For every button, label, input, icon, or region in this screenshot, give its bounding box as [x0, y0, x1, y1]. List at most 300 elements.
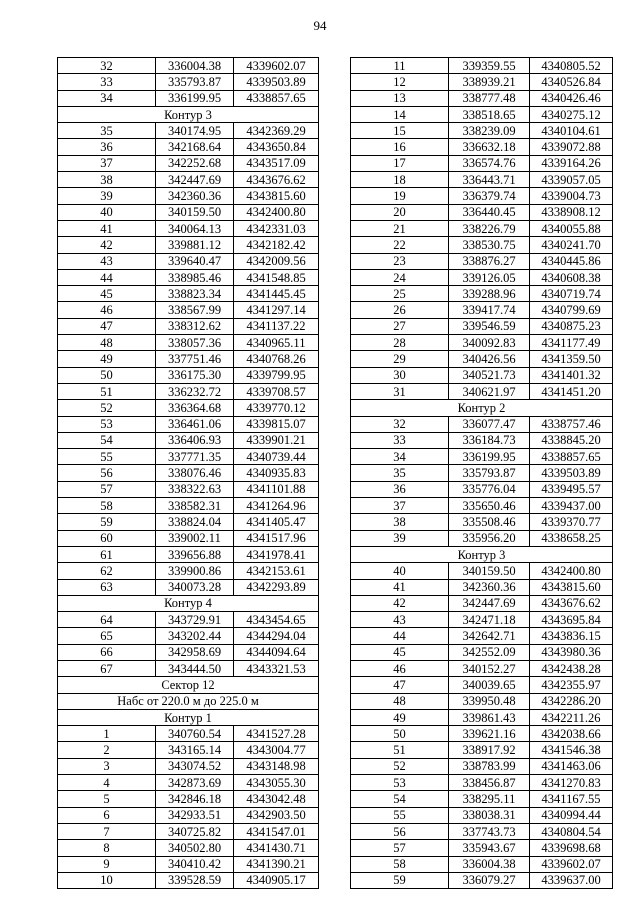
x-coordinate: 342471.18: [449, 612, 530, 628]
coordinate-row: [58, 628, 319, 644]
y-coordinate: 4338908.12: [530, 204, 613, 220]
point-number: 56: [58, 465, 156, 481]
x-coordinate: 338076.46: [156, 465, 234, 481]
section-header-row: [58, 709, 319, 725]
x-coordinate: 342846.18: [156, 791, 234, 807]
x-coordinate: 340725.82: [156, 823, 234, 839]
x-coordinate: 339881.12: [156, 237, 234, 253]
y-coordinate: 4341451.20: [530, 383, 613, 399]
y-coordinate: 4340768.26: [234, 351, 319, 367]
x-coordinate: 336232.72: [156, 383, 234, 399]
y-coordinate: 4341978.41: [234, 546, 319, 562]
y-coordinate: 4340426.46: [530, 90, 613, 106]
y-coordinate: 4341177.49: [530, 335, 613, 351]
right-coordinates-table: [350, 57, 613, 889]
x-coordinate: 338038.31: [449, 807, 530, 823]
y-coordinate: 4340055.88: [530, 220, 613, 236]
point-number: 35: [58, 123, 156, 139]
y-coordinate: 4343454.65: [234, 612, 319, 628]
x-coordinate: 338456.87: [449, 775, 530, 791]
coordinate-row: [58, 416, 319, 432]
section-header: Контур 1: [58, 709, 319, 725]
x-coordinate: 340039.65: [449, 677, 530, 693]
point-number: 29: [351, 351, 449, 367]
point-number: 11: [351, 58, 449, 74]
point-number: 12: [351, 74, 449, 90]
x-coordinate: 336077.47: [449, 416, 530, 432]
point-number: 64: [58, 612, 156, 628]
coordinate-row: [351, 302, 613, 318]
coordinate-row: [58, 840, 319, 856]
point-number: 4: [58, 775, 156, 791]
coordinate-row: [351, 123, 613, 139]
x-coordinate: 336079.27: [449, 872, 530, 888]
y-coordinate: 4343042.48: [234, 791, 319, 807]
y-coordinate: 4341517.96: [234, 530, 319, 546]
coordinate-row: [58, 74, 319, 90]
y-coordinate: 4341463.06: [530, 758, 613, 774]
y-coordinate: 4343650.84: [234, 139, 319, 155]
coordinate-row: [351, 791, 613, 807]
point-number: 52: [351, 758, 449, 774]
coordinate-row: [351, 367, 613, 383]
y-coordinate: 4340241.70: [530, 237, 613, 253]
x-coordinate: 338057.36: [156, 335, 234, 351]
coordinate-row: [58, 237, 319, 253]
coordinate-row: [58, 367, 319, 383]
y-coordinate: 4341390.21: [234, 856, 319, 872]
y-coordinate: 4342400.80: [234, 204, 319, 220]
x-coordinate: 343074.52: [156, 758, 234, 774]
y-coordinate: 4343836.15: [530, 628, 613, 644]
y-coordinate: 4341445.45: [234, 286, 319, 302]
coordinate-row: [351, 204, 613, 220]
coordinate-row: [351, 840, 613, 856]
coordinate-row: [58, 872, 319, 888]
point-number: 44: [58, 269, 156, 285]
point-number: 42: [351, 595, 449, 611]
point-number: 55: [351, 807, 449, 823]
coordinate-row: [58, 204, 319, 220]
point-number: 34: [351, 449, 449, 465]
y-coordinate: 4341548.85: [234, 269, 319, 285]
y-coordinate: 4339698.68: [530, 840, 613, 856]
point-number: 39: [58, 188, 156, 204]
coordinate-row: [58, 563, 319, 579]
point-number: 32: [58, 58, 156, 74]
point-number: 44: [351, 628, 449, 644]
y-coordinate: 4341167.55: [530, 791, 613, 807]
y-coordinate: 4338857.65: [234, 90, 319, 106]
coordinate-row: [351, 693, 613, 709]
y-coordinate: 4339799.95: [234, 367, 319, 383]
point-number: 2: [58, 742, 156, 758]
section-header: Контур 3: [351, 546, 613, 562]
x-coordinate: 342447.69: [449, 595, 530, 611]
y-coordinate: 4340875.23: [530, 318, 613, 334]
coordinate-row: [351, 742, 613, 758]
coordinate-row: [351, 383, 613, 399]
point-number: 63: [58, 579, 156, 595]
point-number: 60: [58, 530, 156, 546]
point-number: 36: [351, 481, 449, 497]
coordinate-row: [351, 677, 613, 693]
y-coordinate: 4340935.83: [234, 465, 319, 481]
point-number: 26: [351, 302, 449, 318]
point-number: 56: [351, 823, 449, 839]
point-number: 48: [351, 693, 449, 709]
x-coordinate: 339621.16: [449, 726, 530, 742]
x-coordinate: 342933.51: [156, 807, 234, 823]
y-coordinate: 4340104.61: [530, 123, 613, 139]
point-number: 34: [58, 90, 156, 106]
x-coordinate: 339528.59: [156, 872, 234, 888]
x-coordinate: 338295.11: [449, 791, 530, 807]
x-coordinate: 338582.31: [156, 498, 234, 514]
x-coordinate: 340760.54: [156, 726, 234, 742]
x-coordinate: 339656.88: [156, 546, 234, 562]
x-coordinate: 336379.74: [449, 188, 530, 204]
point-number: 19: [351, 188, 449, 204]
point-number: 25: [351, 286, 449, 302]
point-number: 50: [351, 726, 449, 742]
x-coordinate: 338567.99: [156, 302, 234, 318]
coordinate-row: [58, 400, 319, 416]
y-coordinate: 4342038.66: [530, 726, 613, 742]
y-coordinate: 4338658.25: [530, 530, 613, 546]
y-coordinate: 4340719.74: [530, 286, 613, 302]
point-number: 62: [58, 563, 156, 579]
x-coordinate: 335956.20: [449, 530, 530, 546]
x-coordinate: 340159.50: [156, 204, 234, 220]
x-coordinate: 338518.65: [449, 106, 530, 122]
y-coordinate: 4342153.61: [234, 563, 319, 579]
coordinate-row: [58, 123, 319, 139]
y-coordinate: 4342211.26: [530, 709, 613, 725]
x-coordinate: 335943.67: [449, 840, 530, 856]
coordinate-row: [351, 872, 613, 888]
coordinate-row: [351, 432, 613, 448]
x-coordinate: 343202.44: [156, 628, 234, 644]
coordinate-row: [351, 335, 613, 351]
coordinate-row: [351, 807, 613, 823]
x-coordinate: 338876.27: [449, 253, 530, 269]
point-number: 49: [58, 351, 156, 367]
y-coordinate: 4341359.50: [530, 351, 613, 367]
coordinate-row: [58, 775, 319, 791]
coordinate-row: [351, 139, 613, 155]
coordinate-row: [58, 758, 319, 774]
coordinate-row: [351, 269, 613, 285]
coordinate-row: [351, 172, 613, 188]
x-coordinate: 338939.21: [449, 74, 530, 90]
x-coordinate: 338823.34: [156, 286, 234, 302]
x-coordinate: 338783.99: [449, 758, 530, 774]
point-number: 66: [58, 644, 156, 660]
section-header-row: [351, 400, 613, 416]
coordinate-row: [58, 514, 319, 530]
point-number: 43: [58, 253, 156, 269]
point-number: 30: [351, 367, 449, 383]
coordinate-row: [58, 220, 319, 236]
x-coordinate: 342252.68: [156, 155, 234, 171]
y-coordinate: 4342438.28: [530, 660, 613, 676]
coordinate-row: [351, 481, 613, 497]
coordinate-row: [351, 498, 613, 514]
y-coordinate: 4343517.09: [234, 155, 319, 171]
coordinate-row: [58, 188, 319, 204]
x-coordinate: 335508.46: [449, 514, 530, 530]
point-number: 47: [58, 318, 156, 334]
point-number: 50: [58, 367, 156, 383]
point-number: 59: [351, 872, 449, 888]
coordinate-row: [351, 237, 613, 253]
coordinate-row: [351, 155, 613, 171]
section-header: Сектор 12: [58, 677, 319, 693]
section-header-row: [58, 677, 319, 693]
x-coordinate: 342642.71: [449, 628, 530, 644]
y-coordinate: 4339164.26: [530, 155, 613, 171]
coordinate-row: [351, 90, 613, 106]
point-number: 14: [351, 106, 449, 122]
coordinate-row: [351, 58, 613, 74]
y-coordinate: 4343676.62: [530, 595, 613, 611]
x-coordinate: 336004.38: [156, 58, 234, 74]
y-coordinate: 4339602.07: [234, 58, 319, 74]
coordinate-row: [58, 253, 319, 269]
point-number: 21: [351, 220, 449, 236]
y-coordinate: 4343004.77: [234, 742, 319, 758]
coordinate-row: [351, 758, 613, 774]
point-number: 67: [58, 660, 156, 676]
coordinate-row: [58, 449, 319, 465]
point-number: 5: [58, 791, 156, 807]
x-coordinate: 338985.46: [156, 269, 234, 285]
x-coordinate: 340410.42: [156, 856, 234, 872]
point-number: 28: [351, 335, 449, 351]
point-number: 7: [58, 823, 156, 839]
page-number: 94: [313, 18, 327, 33]
y-coordinate: 4339602.07: [530, 856, 613, 872]
y-coordinate: 4339004.73: [530, 188, 613, 204]
coordinate-row: [351, 644, 613, 660]
x-coordinate: 336199.95: [449, 449, 530, 465]
y-coordinate: 4339901.21: [234, 432, 319, 448]
coordinate-row: [58, 823, 319, 839]
y-coordinate: 4339815.07: [234, 416, 319, 432]
point-number: 57: [58, 481, 156, 497]
x-coordinate: 336364.68: [156, 400, 234, 416]
coordinate-row: [58, 612, 319, 628]
y-coordinate: 4341546.38: [530, 742, 613, 758]
coordinate-row: [58, 498, 319, 514]
coordinate-row: [58, 90, 319, 106]
point-number: 53: [58, 416, 156, 432]
point-number: 10: [58, 872, 156, 888]
x-coordinate: 339546.59: [449, 318, 530, 334]
section-header-row: [58, 693, 319, 709]
x-coordinate: 336574.76: [449, 155, 530, 171]
x-coordinate: 338239.09: [449, 123, 530, 139]
coordinate-row: [58, 302, 319, 318]
x-coordinate: 339288.96: [449, 286, 530, 302]
point-number: 59: [58, 514, 156, 530]
section-header: Контур 4: [58, 595, 319, 611]
left-coordinates-table: [57, 57, 319, 889]
x-coordinate: 339861.43: [449, 709, 530, 725]
coordinate-row: [58, 546, 319, 562]
y-coordinate: 4341270.83: [530, 775, 613, 791]
coordinate-row: [58, 139, 319, 155]
point-number: 18: [351, 172, 449, 188]
point-number: 35: [351, 465, 449, 481]
x-coordinate: 340092.83: [449, 335, 530, 351]
x-coordinate: 336443.71: [449, 172, 530, 188]
point-number: 46: [58, 302, 156, 318]
x-coordinate: 335793.87: [449, 465, 530, 481]
y-coordinate: 4343980.36: [530, 644, 613, 660]
point-number: 31: [351, 383, 449, 399]
x-coordinate: 339900.86: [156, 563, 234, 579]
point-number: 37: [58, 155, 156, 171]
y-coordinate: 4341297.14: [234, 302, 319, 318]
x-coordinate: 340426.56: [449, 351, 530, 367]
point-number: 48: [58, 335, 156, 351]
point-number: 38: [351, 514, 449, 530]
coordinate-row: [351, 351, 613, 367]
point-number: 37: [351, 498, 449, 514]
y-coordinate: 4339437.00: [530, 498, 613, 514]
x-coordinate: 335793.87: [156, 74, 234, 90]
x-coordinate: 335776.04: [449, 481, 530, 497]
point-number: 9: [58, 856, 156, 872]
y-coordinate: 4340526.84: [530, 74, 613, 90]
coordinate-row: [351, 416, 613, 432]
section-header: Контур 2: [351, 400, 613, 416]
y-coordinate: 4340994.44: [530, 807, 613, 823]
x-coordinate: 337751.46: [156, 351, 234, 367]
x-coordinate: 343444.50: [156, 660, 234, 676]
y-coordinate: 4339072.88: [530, 139, 613, 155]
x-coordinate: 340064.13: [156, 220, 234, 236]
y-coordinate: 4339057.05: [530, 172, 613, 188]
x-coordinate: 338824.04: [156, 514, 234, 530]
coordinate-row: [351, 74, 613, 90]
point-number: 38: [58, 172, 156, 188]
y-coordinate: 4340804.54: [530, 823, 613, 839]
point-number: 47: [351, 677, 449, 693]
x-coordinate: 339359.55: [449, 58, 530, 74]
point-number: 40: [58, 204, 156, 220]
x-coordinate: 343165.14: [156, 742, 234, 758]
x-coordinate: 336199.95: [156, 90, 234, 106]
point-number: 54: [58, 432, 156, 448]
coordinate-row: [58, 530, 319, 546]
point-number: 53: [351, 775, 449, 791]
y-coordinate: 4342903.50: [234, 807, 319, 823]
point-number: 45: [351, 644, 449, 660]
coordinate-row: [58, 318, 319, 334]
x-coordinate: 336632.18: [449, 139, 530, 155]
coordinate-row: [351, 823, 613, 839]
coordinate-row: [351, 775, 613, 791]
point-number: 41: [58, 220, 156, 236]
point-number: 49: [351, 709, 449, 725]
y-coordinate: 4341101.88: [234, 481, 319, 497]
y-coordinate: 4342009.56: [234, 253, 319, 269]
y-coordinate: 4342293.89: [234, 579, 319, 595]
point-number: 3: [58, 758, 156, 774]
y-coordinate: 4339503.89: [234, 74, 319, 90]
coordinate-row: [351, 612, 613, 628]
x-coordinate: 339417.74: [449, 302, 530, 318]
x-coordinate: 342360.36: [449, 579, 530, 595]
point-number: 58: [58, 498, 156, 514]
y-coordinate: 4341264.96: [234, 498, 319, 514]
coordinate-row: [58, 465, 319, 481]
x-coordinate: 339002.11: [156, 530, 234, 546]
coordinate-row: [58, 432, 319, 448]
x-coordinate: 342552.09: [449, 644, 530, 660]
y-coordinate: 4339495.57: [530, 481, 613, 497]
y-coordinate: 4343055.30: [234, 775, 319, 791]
point-number: 46: [351, 660, 449, 676]
x-coordinate: 340174.95: [156, 123, 234, 139]
y-coordinate: 4339370.77: [530, 514, 613, 530]
x-coordinate: 342447.69: [156, 172, 234, 188]
x-coordinate: 336406.93: [156, 432, 234, 448]
section-header-row: [351, 546, 613, 562]
coordinate-row: [58, 660, 319, 676]
coordinate-row: [58, 351, 319, 367]
y-coordinate: 4341430.71: [234, 840, 319, 856]
y-coordinate: 4343321.53: [234, 660, 319, 676]
y-coordinate: 4343695.84: [530, 612, 613, 628]
y-coordinate: 4342331.03: [234, 220, 319, 236]
section-header: Контур 3: [58, 106, 319, 122]
x-coordinate: 336184.73: [449, 432, 530, 448]
point-number: 42: [58, 237, 156, 253]
y-coordinate: 4340905.17: [234, 872, 319, 888]
coordinate-row: [58, 807, 319, 823]
x-coordinate: 340152.27: [449, 660, 530, 676]
y-coordinate: 4340805.52: [530, 58, 613, 74]
y-coordinate: 4339637.00: [530, 872, 613, 888]
x-coordinate: 336440.45: [449, 204, 530, 220]
point-number: 27: [351, 318, 449, 334]
coordinate-row: [58, 155, 319, 171]
point-number: 39: [351, 530, 449, 546]
coordinate-row: [58, 58, 319, 74]
y-coordinate: 4341547.01: [234, 823, 319, 839]
x-coordinate: 337743.73: [449, 823, 530, 839]
x-coordinate: 342873.69: [156, 775, 234, 791]
coordinate-row: [58, 269, 319, 285]
y-coordinate: 4342182.42: [234, 237, 319, 253]
x-coordinate: 340159.50: [449, 563, 530, 579]
y-coordinate: 4340965.11: [234, 335, 319, 351]
point-number: 65: [58, 628, 156, 644]
x-coordinate: 338530.75: [449, 237, 530, 253]
coordinate-row: [351, 188, 613, 204]
x-coordinate: 340621.97: [449, 383, 530, 399]
x-coordinate: 338777.48: [449, 90, 530, 106]
coordinate-row: [58, 791, 319, 807]
coordinate-row: [351, 449, 613, 465]
point-number: 15: [351, 123, 449, 139]
point-number: 45: [58, 286, 156, 302]
point-number: 43: [351, 612, 449, 628]
